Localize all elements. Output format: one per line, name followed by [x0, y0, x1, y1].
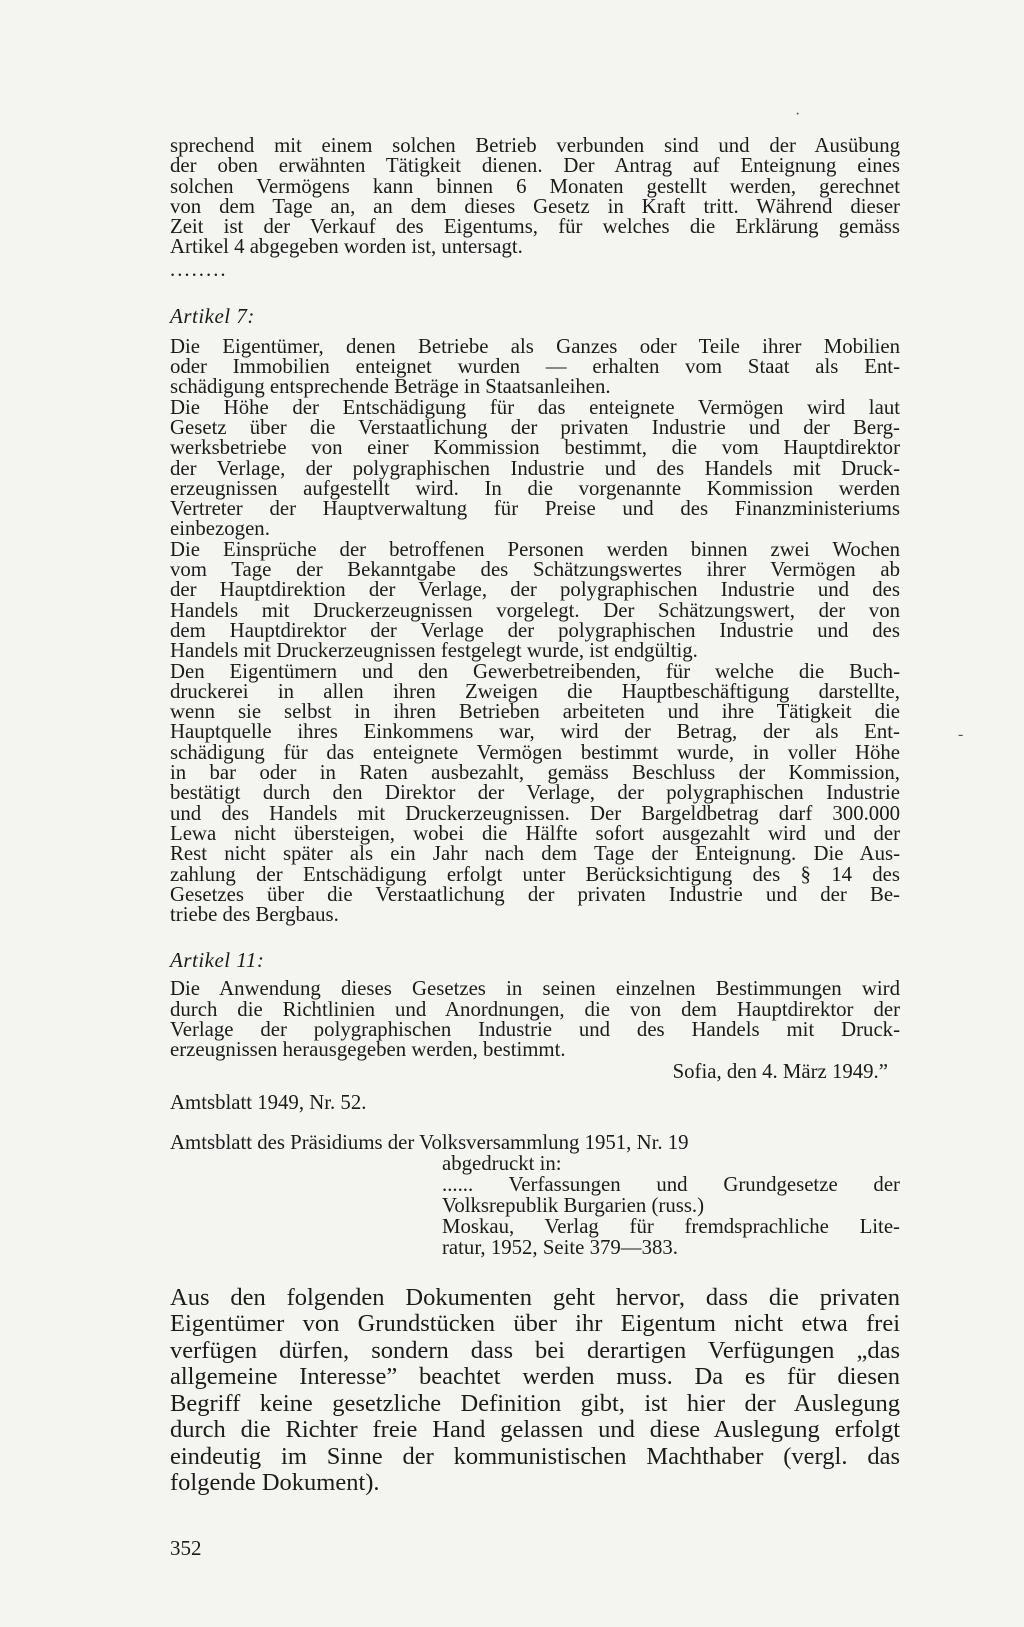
- article-7-heading: Artikel 7:: [170, 303, 255, 328]
- text-line: schädigung entsprechende Beträge in Staatsanleihen.: [170, 375, 611, 399]
- text-line: ...... Verfassungen und Grundgesetze der: [442, 1172, 900, 1196]
- text-line: bestätigt durch den Direktor der Verlage, der polygraphischen Industrie: [170, 781, 900, 805]
- text-line: Handels mit Druckerzeugnissen festgelegt wurde, ist endgültig.: [170, 639, 698, 663]
- text-line: Hauptquelle ihres Einkommens war, wird der Betrag, der als Ent-: [170, 720, 900, 744]
- text-line: erzeugnissen herausgegeben werden, bestimmt.: [170, 1038, 566, 1062]
- text-line: und des Handels mit Druckerzeugnissen. Der Bargeldbetrag darf 300.000: [170, 801, 900, 825]
- text-line: erzeugnissen aufgestellt wird. In die vorgenannte Kommission werden: [170, 476, 900, 500]
- text-line: Rest nicht später als ein Jahr nach dem Tage der Enteignung. Die Aus-: [170, 842, 900, 866]
- commentary-paragraph: [170, 1285, 900, 1497]
- text-line: allgemeine Interesse” beachtet werden muss. Da es für diesen: [170, 1363, 900, 1391]
- text-line: Volksrepublik Burgarien (russ.): [442, 1193, 705, 1217]
- text-line: Eigentümer von Grundstücken über ihr Eigentum nicht etwa frei: [170, 1310, 900, 1338]
- text-line: Moskau, Verlag für fremdsprachliche Lite-: [442, 1214, 900, 1238]
- text-line: druckerei in allen ihren Zweigen die Hauptbeschäftigung darstellte,: [170, 679, 900, 703]
- text-line: Zeit ist der Verkauf des Eigentums, für welches die Erklärung gemäss: [170, 215, 900, 239]
- text-line: folgende Dokument).: [170, 1469, 380, 1497]
- text-line: Die Anwendung dieses Gesetzes in seinen einzelnen Bestimmungen wird: [170, 977, 900, 1001]
- text-line: Artikel 4 abgegeben worden ist, untersagt.: [170, 235, 523, 259]
- text-line: oder Immobilien enteignet wurden — erhalten vom Staat als Ent-: [170, 355, 900, 379]
- text-line: zahlung der Entschädigung erfolgt unter Berücksichtigung des § 14 des: [170, 862, 900, 886]
- text-line: von dem Tage an, an dem dieses Gesetz in Kraft tritt. Während dieser: [170, 194, 900, 218]
- text-line: in bar oder in Raten ausbezahlt, gemäss Beschluss der Kommission,: [170, 761, 900, 785]
- text-line: durch die Richter freie Hand gelassen und diese Auslegung erfolgt: [170, 1416, 900, 1444]
- article-11-body: [170, 979, 900, 1060]
- text-line: Lewa nicht übersteigen, wobei die Hälfte sofort ausgezahlt wird und der: [170, 821, 900, 845]
- text-line: dem Hauptdirektor der Verlage der polygraphischen Industrie und des: [170, 618, 900, 642]
- ellipsis: ........: [170, 257, 228, 281]
- text-line: ratur, 1952, Seite 379—383.: [442, 1235, 678, 1259]
- text-line: Verlage der polygraphischen Industrie und des Handels mit Druck-: [170, 1017, 900, 1041]
- source-heading: Amtsblatt des Präsidiums der Volksversammlung 1951, Nr. 19: [170, 1130, 689, 1154]
- gazette-reference: Amtsblatt 1949, Nr. 52.: [170, 1090, 367, 1114]
- page-number: 352: [170, 1535, 202, 1560]
- text-line: Gesetzes über die Verstaatlichung der privaten Industrie und der Be-: [170, 882, 900, 906]
- text-line: Die Eigentümer, denen Betriebe als Ganzes oder Teile ihrer Mobilien: [170, 334, 900, 358]
- text-line: solchen Vermögens kann binnen 6 Monaten gestellt werden, gerechnet: [170, 174, 900, 198]
- scan-speck: -: [958, 726, 964, 743]
- text-line: der Verlage, der polygraphischen Industrie und des Handels mit Druck-: [170, 456, 900, 480]
- text-line: einbezogen.: [170, 517, 270, 541]
- article-7-body: [170, 334, 900, 927]
- text-line: wenn sie selbst in ihren Betrieben arbeiteten und ihre Tätigkeit die: [170, 700, 900, 724]
- signature-date: Sofia, den 4. März 1949.”: [672, 1059, 888, 1083]
- text-line: der oben erwähnten Tätigkeit dienen. Der Antrag auf Enteignung eines: [170, 154, 900, 178]
- text-line: abgedruckt in:: [442, 1151, 562, 1175]
- text-line: triebe des Bergbaus.: [170, 903, 339, 927]
- source-citation: [442, 1153, 900, 1258]
- text-line: Den Eigentümern und den Gewerbetreibenden, für welche die Buch-: [170, 659, 900, 683]
- text-line: Die Einsprüche der betroffenen Personen werden binnen zwei Wochen: [170, 537, 900, 561]
- article-11-heading: Artikel 11:: [170, 948, 265, 973]
- scan-speck: ·: [795, 106, 801, 123]
- text-line: Gesetz über die Verstaatlichung der privaten Industrie und der Berg-: [170, 415, 900, 439]
- text-line: sprechend mit einem solchen Betrieb verbunden sind und der Ausübung: [170, 134, 900, 157]
- text-line: Handels mit Druckerzeugnissen vorgelegt. Der Schätzungswert, der von: [170, 598, 900, 622]
- text-line: eindeutig im Sinne der kommunistischen Machthaber (vergl. das: [170, 1442, 900, 1470]
- text-line: Die Höhe der Entschädigung für das enteignete Vermögen wird laut: [170, 395, 900, 419]
- text-line: durch die Richtlinien und Anordnungen, die von dem Hauptdirektor der: [170, 997, 900, 1021]
- text-line: Aus den folgenden Dokumenten geht hervor, dass die privaten: [170, 1283, 900, 1311]
- text-line: Begriff keine gesetzliche Definition gibt, ist hier der Auslegung: [170, 1389, 900, 1417]
- intro-paragraph: [170, 136, 900, 258]
- text-line: Vertreter der Hauptverwaltung für Preise und des Finanzministeriums: [170, 497, 900, 521]
- document-page: [170, 136, 900, 1559]
- text-line: verfügen dürfen, sondern dass bei derartigen Verfügungen „das: [170, 1336, 900, 1364]
- text-line: vom Tage der Bekanntgabe des Schätzungswertes ihrer Vermögen ab: [170, 558, 900, 582]
- text-line: werksbetriebe von einer Kommission bestimmt, die vom Hauptdirektor: [170, 436, 900, 460]
- text-line: schädigung für das enteignete Vermögen bestimmt wurde, in voller Höhe: [170, 740, 900, 764]
- text-line: der Hauptdirektion der Verlage, der polygraphischen Industrie und des: [170, 578, 900, 602]
